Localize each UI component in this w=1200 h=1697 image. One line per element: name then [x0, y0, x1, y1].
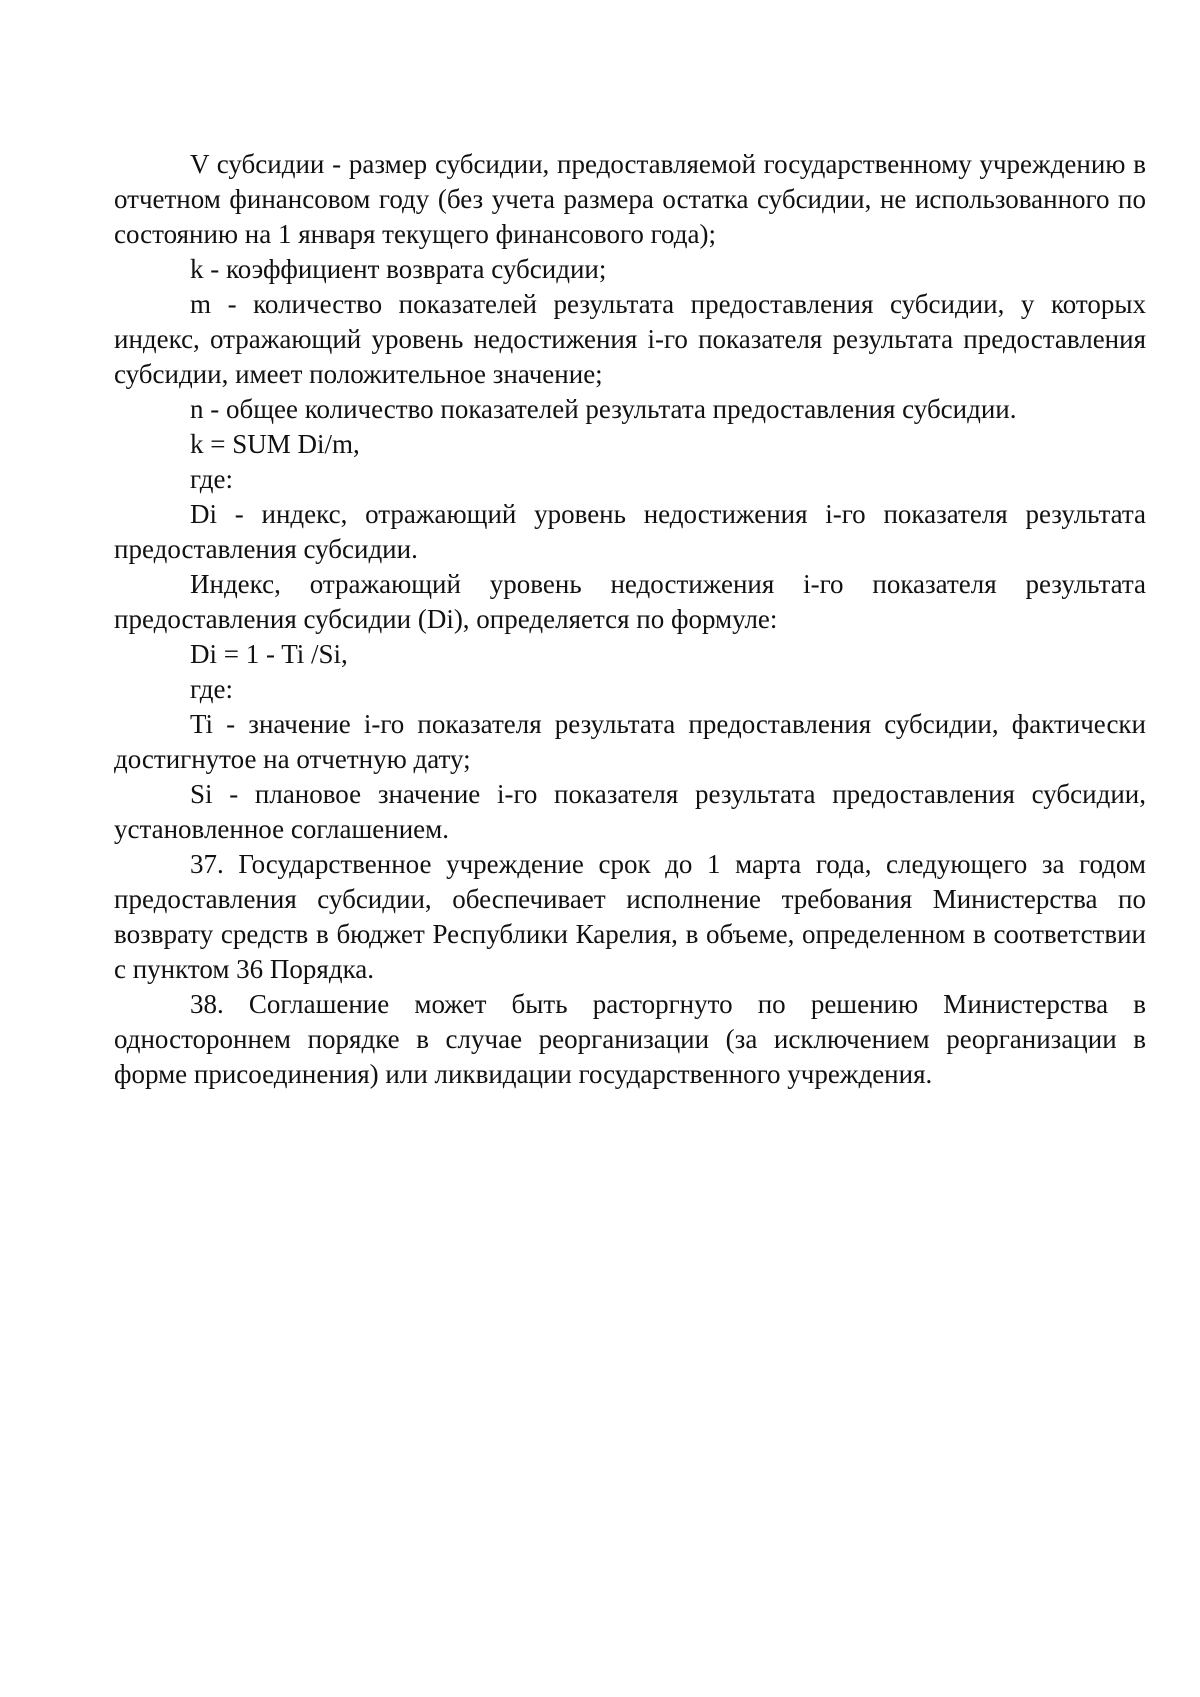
paragraph-n-definition: n - общее количество показателей результата предоставления субсидии. [190, 394, 1017, 424]
paragraph-k-definition: k - коэффициент возврата субсидии; [190, 254, 607, 284]
paragraph-di-definition: Di - индекс, отражающий уровень недостижения i-го показателя результата предоставления субсидии. [114, 499, 1146, 564]
paragraph-v-subsidy-definition: V субсидии - размер субсидии, предоставляемой государственному учреждению в отчетном финансовом году (без учета размера остатка субсидии, не использованного по состоянию на 1 января текущего финансового года); [114, 149, 1146, 249]
paragraph-di-index-formula-intro: Индекс, отражающий уровень недостижения i-го показателя результата предоставления субсидии (Di), определяется по формуле: [114, 569, 1146, 634]
formula-di: Di = 1 - Ti /Si, [190, 639, 348, 669]
paragraph-ti-definition: Ti - значение i-го показателя результата предоставления субсидии, фактически достигнутое на отчетную дату; [114, 709, 1146, 774]
paragraph-where-2: где: [190, 674, 233, 704]
paragraph-where-1: где: [190, 464, 233, 494]
document-body [114, 147, 1146, 1092]
formula-k: k = SUM Di/m, [190, 429, 360, 459]
paragraph-item-37: 37. Государственное учреждение срок до 1 марта года, следующего за годом предоставления субсидии, обеспечивает исполнение требования Министерства по возврату средств в бюджет Республики Карелия, в объеме, определенном в соответствии с пунктом 36 Порядка. [114, 849, 1146, 984]
paragraph-m-definition: m - количество показателей результата предоставления субсидии, у которых индекс, отражающий уровень недостижения i-го показателя результата предоставления субсидии, имеет положительное значение; [114, 289, 1146, 389]
paragraph-si-definition: Si - плановое значение i-го показателя результата предоставления субсидии, установленное соглашением. [114, 779, 1146, 844]
paragraph-item-38: 38. Соглашение может быть расторгнуто по решению Министерства в одностороннем порядке в случае реорганизации (за исключением реорганизации в форме присоединения) или ликвидации государственного учреждения. [114, 989, 1146, 1089]
